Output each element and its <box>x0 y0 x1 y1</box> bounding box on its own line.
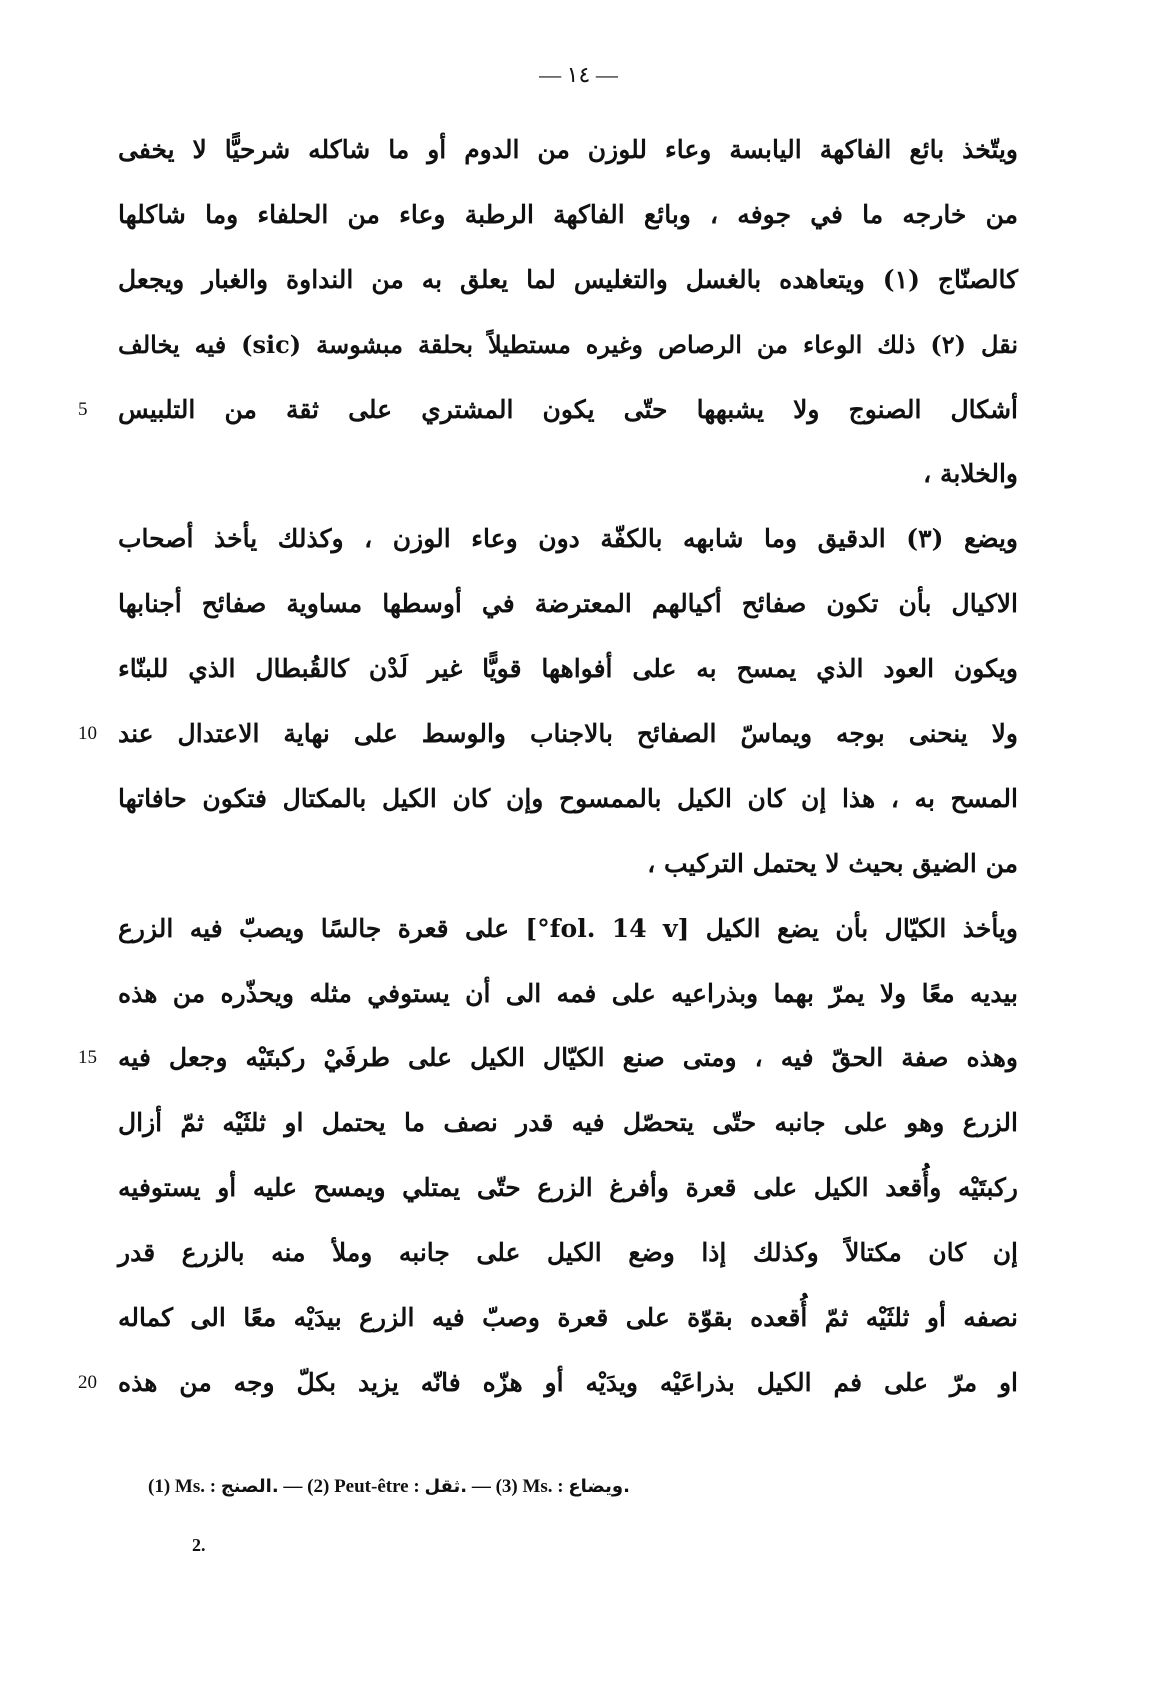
text-line-content: أشكال الصنوج ولا يشبهها حتّى يكون المشتري على ثقة من التلبيس <box>118 394 1018 424</box>
text-line <box>118 962 1018 1027</box>
page-number: — ١٤ — <box>539 62 618 87</box>
text-line <box>118 767 1018 832</box>
footnote-label: Ms. : <box>174 1476 217 1497</box>
text-line-content: الاكيال بأن تكون صفائح أكيالهم المعترضة في أوسطها مساوية صفائح أجنابها <box>118 589 1018 619</box>
line-number: 15 <box>78 1047 97 1069</box>
text-line-content: ويكون العود الذي يمسح به على أفواهها قويًّا غير لَدْن كالقُبطال الذي للبنّاء <box>118 654 1018 684</box>
text-line-content: نقل (٢) ذلك الوعاء من الرصاص وغيره مستطيلاً بحلقة مبشوسة (sic) فيه يخالف <box>118 329 1018 359</box>
text-line-content: ويأخذ الكيّال بأن يضع الكيل [fol. 14 v°] على قعرة جالسًا ويصبّ فيه الزرع <box>118 913 1018 943</box>
text-line <box>118 118 1018 183</box>
text-line <box>78 1026 1018 1091</box>
footnotes <box>148 1476 848 1498</box>
text-line <box>118 442 1018 507</box>
text-line-content: ولا ينحنى بوجه ويماسّ الصفائح بالاجناب والوسط على نهاية الاعتدال عند <box>118 719 1018 749</box>
text-line <box>118 1156 1018 1221</box>
footnote-arabic-variant: ويضاع. <box>568 1476 630 1497</box>
text-line-content: إن كان مكتالاً وكذلك إذا وضع الكيل على جانبه وملأ منه بالزرع قدر <box>118 1238 1018 1268</box>
text-line <box>78 1351 1018 1416</box>
footnote-separator: — <box>283 1476 303 1497</box>
text-line-content: والخلابة ، <box>923 459 1018 489</box>
text-line-content: او مرّ على فم الكيل بذراعَيْه ويدَيْه أو هزّه فانّه يزيد بكلّ وجه من هذه <box>118 1367 1018 1397</box>
line-number: 5 <box>78 398 88 420</box>
text-line-content: من الضيق بحيث لا يحتمل التركيب ، <box>647 848 1018 878</box>
text-line <box>118 1286 1018 1351</box>
footnote-arabic-variant: الصنج. <box>220 1476 279 1497</box>
footnote-label: Ms. : <box>522 1476 564 1497</box>
text-line <box>118 313 1018 378</box>
footnote-marker: (1) <box>148 1476 171 1497</box>
text-line <box>118 183 1018 248</box>
line-number: 20 <box>78 1371 97 1393</box>
text-line <box>118 1091 1018 1156</box>
text-line-content: كالصنّاج (١) ويتعاهده بالغسل والتغليس لما يعلق به من النداوة والغبار ويجعل <box>118 264 1018 294</box>
footnote-arabic-variant: ثقل. <box>424 1476 468 1497</box>
signature-mark: 2. <box>192 1535 206 1555</box>
text-line <box>78 378 1018 443</box>
text-line <box>118 832 1018 897</box>
text-line <box>118 1221 1018 1286</box>
text-line-content: نصفه أو ثلثَيْه ثمّ أُقعده بقوّة على قعرة وصبّ فيه الزرع بيدَيْه معًا الى كماله <box>118 1303 1018 1333</box>
text-line-content: بيديه معًا ولا يمرّ بهما وبذراعيه على فمه الى أن يستوفي مثله ويحذّره من هذه <box>118 978 1018 1008</box>
line-number: 10 <box>78 723 97 745</box>
text-line-content: المسح به ، هذا إن كان الكيل بالممسوح وإن كان الكيل بالمكتال فتكون حافاتها <box>118 783 1018 813</box>
text-line-content: ويضع (٣) الدقيق وما شابهه بالكفّة دون وعاء الوزن ، وكذلك يأخذ أصحاب <box>118 524 1018 554</box>
text-line <box>118 897 1018 962</box>
text-line-content: من خارجه ما في جوفه ، وبائع الفاكهة الرطبة وعاء من الحلفاء وما شاكلها <box>118 199 1018 229</box>
footnote-marker: (2) <box>307 1476 330 1497</box>
text-line-content: وهذه صفة الحقّ فيه ، ومتى صنع الكيّال الكيل على طرفَيْ ركبتَيْه وجعل فيه <box>118 1043 1018 1073</box>
text-line <box>118 572 1018 637</box>
footnote-label: Peut-être : <box>334 1476 420 1497</box>
text-line-content: الزرع وهو على جانبه حتّى يتحصّل فيه قدر نصف ما يحتمل او ثلثَيْه ثمّ أزال <box>118 1108 1018 1138</box>
text-line <box>78 702 1018 767</box>
text-line-content: ويتّخذ بائع الفاكهة اليابسة وعاء للوزن من الدوم أو ما شاكله شرحيًّا لا يخفى <box>118 135 1018 164</box>
text-line <box>118 248 1018 313</box>
footnote-separator: — <box>471 1476 491 1497</box>
text-line <box>118 637 1018 702</box>
text-line-content: ركبتَيْه وأُقعد الكيل على قعرة وأفرغ الزرع حتّى يمتلي ويمسح عليه أو يستوفيه <box>118 1173 1018 1203</box>
main-text-block <box>78 118 1018 1416</box>
text-line <box>118 507 1018 572</box>
footnote-marker: (3) <box>495 1476 518 1497</box>
